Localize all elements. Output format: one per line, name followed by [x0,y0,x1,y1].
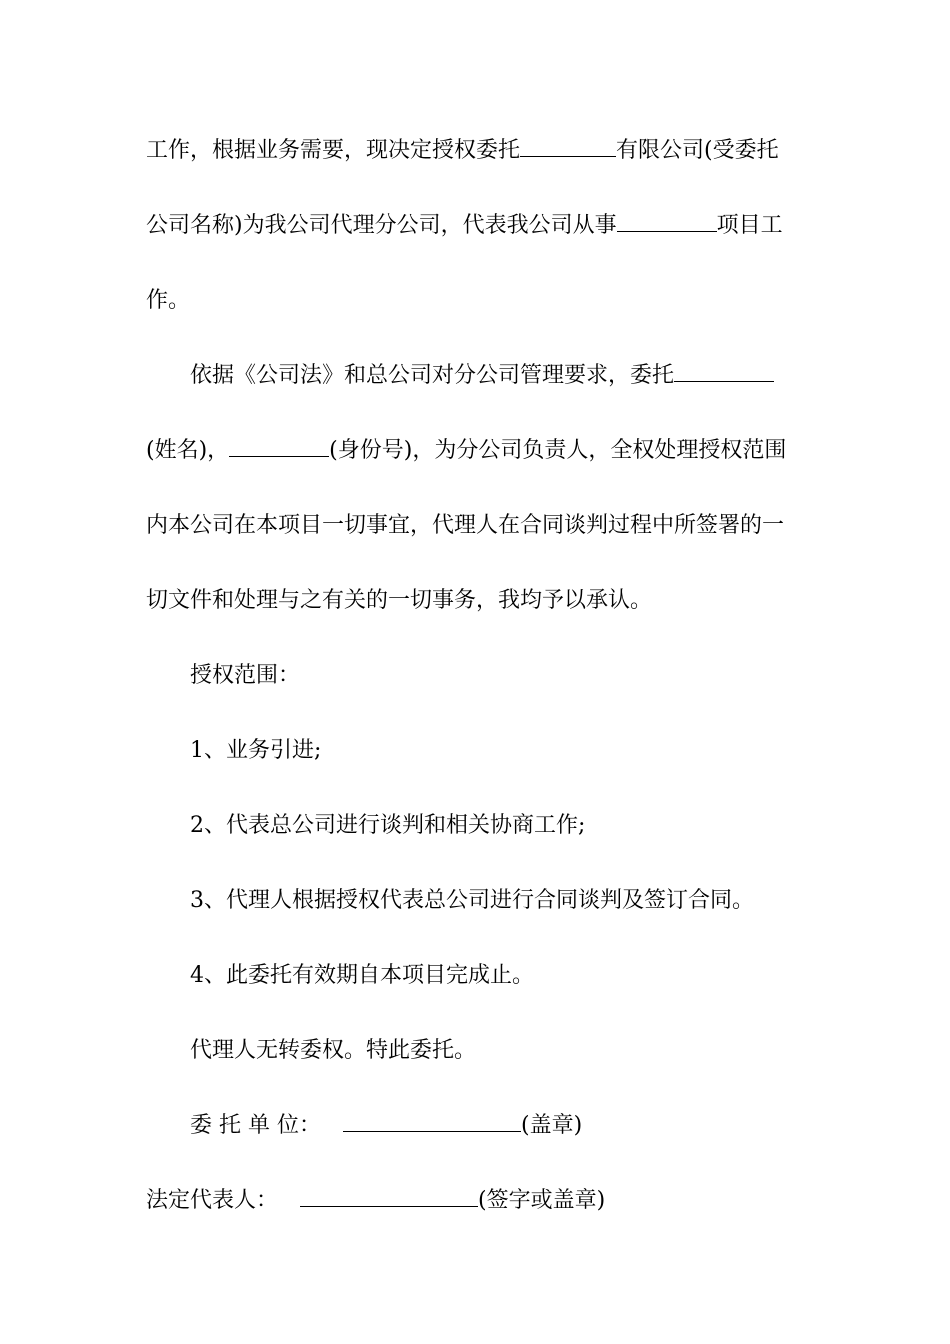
text-segment: (姓名)， [146,438,230,463]
no-transfer-statement: 代理人无转委权。特此委托。 [190,1038,477,1063]
paragraph-1-line-3 [146,286,190,316]
entrusting-unit-line [190,1111,582,1141]
paragraph-2-line-1 [190,361,774,391]
text-segment: 项目工 [716,213,783,238]
text-segment: 有限公司(受委托 [616,138,779,163]
legal-representative-line [146,1186,605,1216]
text-segment: 切文件和处理与之有关的一切事务，我均予以承认。 [146,588,653,613]
scope-item: 4、此委托有效期自本项目完成止。 [190,963,534,988]
scope-item: 2、代表总公司进行谈判和相关协商工作; [190,813,586,838]
entrusting-unit-blank [343,1111,521,1132]
scope-title: 授权范围： [190,663,301,688]
person-name-blank [674,361,774,382]
entrusting-unit-label: 委 托 单 位： [190,1113,321,1138]
text-segment: 内本公司在本项目一切事宜，代理人在合同谈判过程中所签署的一 [146,513,785,538]
text-segment: 依据《公司法》和总公司对分公司管理要求，委托 [190,363,675,388]
paragraph-1-line-1 [146,136,779,166]
legal-representative-blank [300,1186,478,1207]
scope-item: 1、业务引进; [190,738,322,763]
paragraph-2-line-3 [146,511,784,541]
text-segment: 工作，根据业务需要，现决定授权委托 [146,138,521,163]
scope-item: 3、代理人根据授权代表总公司进行合同谈判及签订合同。 [190,888,754,913]
company-name-blank [520,136,616,157]
project-name-blank [617,211,717,232]
paragraph-2-line-4 [146,586,652,616]
signature-note: (签字或盖章) [478,1188,606,1213]
legal-representative-label: 法定代表人： [146,1188,279,1213]
seal-note: (盖章) [520,1113,583,1138]
text-segment: 作。 [146,288,191,313]
paragraph-2-line-2 [146,436,786,466]
text-segment: (身份号)，为分公司负责人，全权处理授权范围 [329,438,787,463]
id-number-blank [229,436,329,457]
paragraph-1-line-2 [146,211,783,241]
text-segment: 公司名称)为我公司代理分公司，代表我公司从事 [146,213,617,238]
